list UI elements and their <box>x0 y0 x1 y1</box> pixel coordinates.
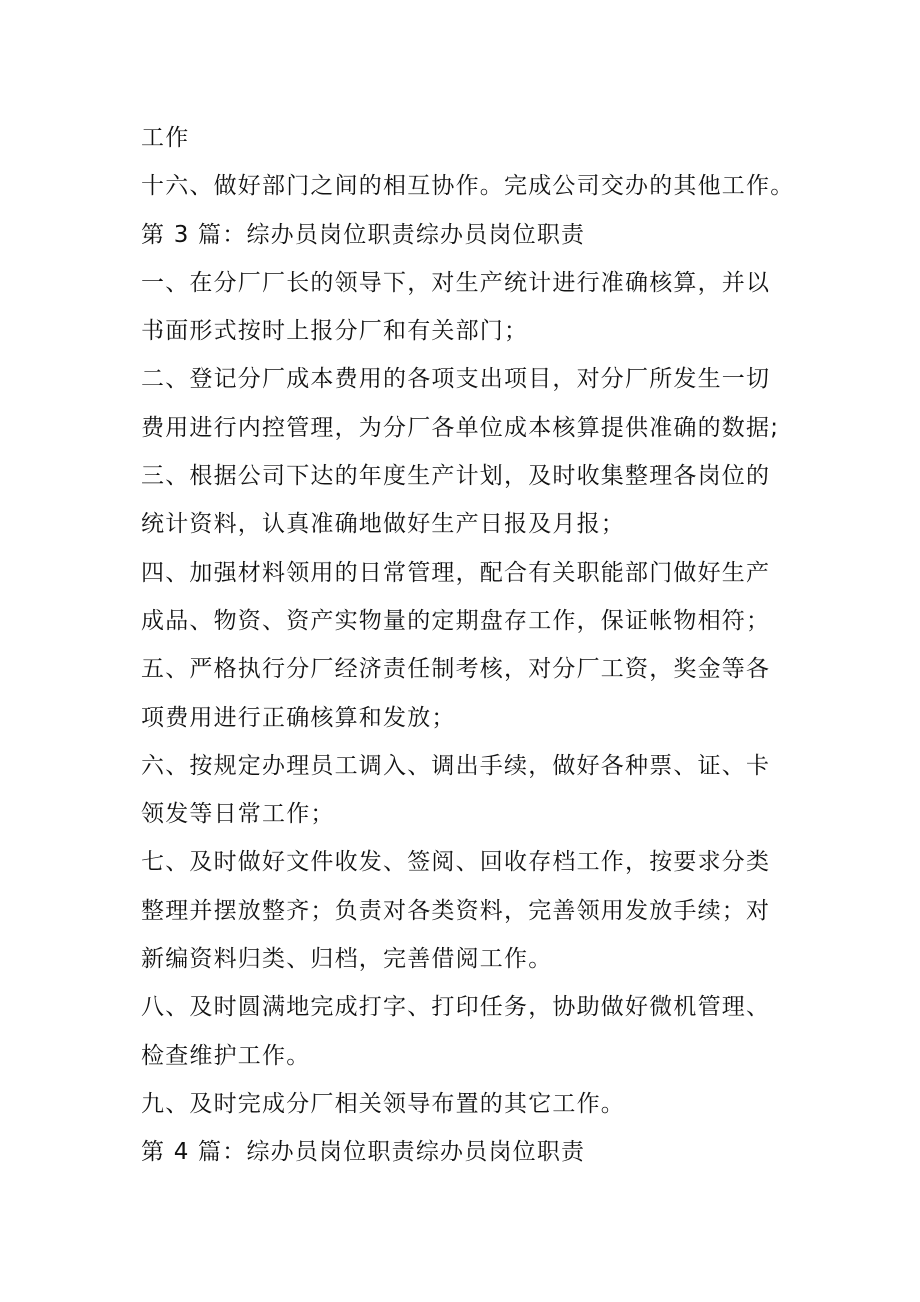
text-line: 书面形式按时上报分厂和有关部门； <box>141 318 529 345</box>
text-line: 十六、做好部门之间的相互协作。完成公司交办的其他工作。 <box>141 173 795 200</box>
text-line: 费用进行内控管理，为分厂各单位成本核算提供准确的数据; <box>141 414 780 441</box>
text-line: 统计资料，认真准确地做好生产日报及月报； <box>141 511 625 538</box>
text-line: 项费用进行正确核算和发放； <box>141 704 456 731</box>
text-line: 七、及时做好文件收发、签阅、回收存档工作，按要求分类 <box>141 849 771 876</box>
section-heading: 第 3 篇：综办员岗位职责综办员岗位职责 <box>141 221 586 248</box>
text-line: 整理并摆放整齐；负责对各类资料，完善领用发放手续；对 <box>141 897 771 924</box>
document-body <box>141 114 821 1177</box>
section-heading: 第 4 篇：综办员岗位职责综办员岗位职责 <box>141 1139 586 1166</box>
text-line: 领发等日常工作； <box>141 801 335 828</box>
text-line: 九、及时完成分厂相关领导布置的其它工作。 <box>141 1090 625 1117</box>
text-line: 三、根据公司下达的年度生产计划，及时收集整理各岗位的 <box>141 463 771 490</box>
text-line: 检查维护工作。 <box>141 1042 311 1069</box>
text-line: 二、登记分厂成本费用的各项支出项目，对分厂所发生一切 <box>141 366 771 393</box>
text-line: 八、及时圆满地完成打字、打印任务，协助做好微机管理、 <box>141 994 771 1021</box>
text-line: 四、加强材料领用的日常管理，配合有关职能部门做好生产 <box>141 559 771 586</box>
text-line: 新编资料归类、归档，完善借阅工作。 <box>141 946 553 973</box>
text-line: 成品、物资、资产实物量的定期盘存工作，保证帐物相符； <box>141 607 771 634</box>
text-line: 六、按规定办理员工调入、调出手续，做好各种票、证、卡 <box>141 752 771 779</box>
text-line: 一、在分厂厂长的领导下，对生产统计进行准确核算，并以 <box>141 269 771 296</box>
text-line: 工作 <box>141 125 190 151</box>
text-line: 五、严格执行分厂经济责任制考核，对分厂工资，奖金等各 <box>141 656 771 683</box>
